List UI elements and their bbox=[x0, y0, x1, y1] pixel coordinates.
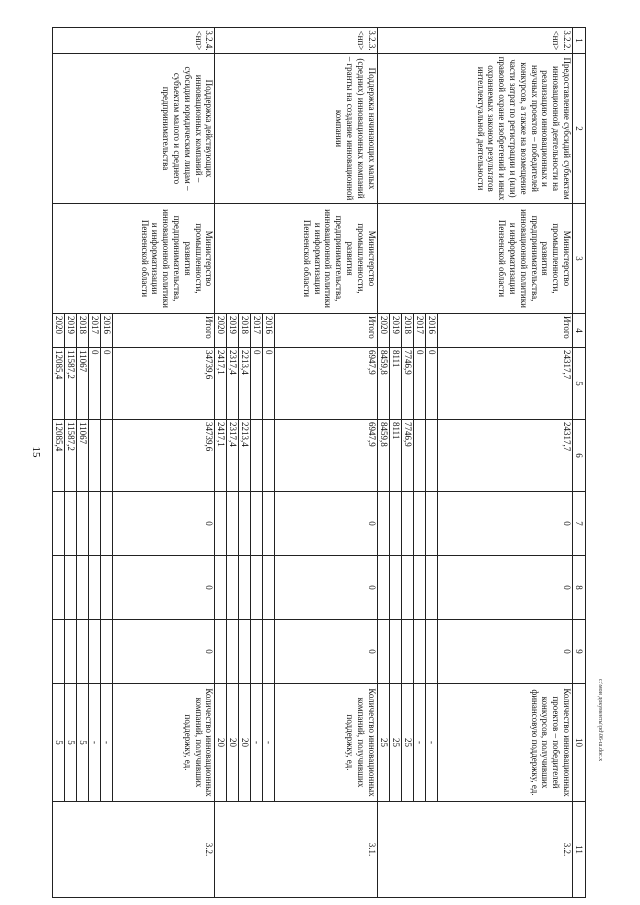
total-funding-all: 24317,7 bbox=[437, 348, 572, 420]
year-funding-all: 0 bbox=[89, 348, 101, 420]
year-funding-all: 0 bbox=[251, 348, 263, 420]
year-funding-col7 bbox=[89, 492, 101, 556]
total-funding-col9: 0 bbox=[113, 620, 215, 684]
year-funding-col7 bbox=[251, 492, 263, 556]
year-label: 2019 bbox=[227, 314, 239, 348]
year-funding-col8 bbox=[401, 556, 413, 620]
year-label: 2020 bbox=[53, 314, 65, 348]
year-label: 2017 bbox=[251, 314, 263, 348]
measure-row bbox=[113, 28, 215, 898]
total-label: Итого bbox=[437, 314, 572, 348]
total-label: Итого bbox=[113, 314, 215, 348]
year-funding-col8 bbox=[377, 556, 389, 620]
header-cell: 3 bbox=[573, 204, 586, 314]
year-funding-col9 bbox=[53, 620, 65, 684]
year-funding-col8 bbox=[251, 556, 263, 620]
year-label: 2018 bbox=[77, 314, 89, 348]
year-funding-col8 bbox=[89, 556, 101, 620]
year-funding-col8 bbox=[425, 556, 437, 620]
measure-code: 3.2.4. <нп> bbox=[53, 28, 215, 54]
measure-code: 3.2.3. <нп> bbox=[215, 28, 377, 54]
total-funding-col9: 0 bbox=[275, 620, 377, 684]
total-funding-col8: 0 bbox=[275, 556, 377, 620]
year-label: 2018 bbox=[401, 314, 413, 348]
total-funding-col9: 0 bbox=[437, 620, 572, 684]
year-label: 2017 bbox=[413, 314, 425, 348]
year-label: 2018 bbox=[239, 314, 251, 348]
year-label: 2016 bbox=[425, 314, 437, 348]
total-funding-regional: 34739,6 bbox=[113, 420, 215, 492]
year-indicator-value: 5 bbox=[53, 684, 65, 802]
year-funding-col8 bbox=[215, 556, 227, 620]
year-indicator-value: 20 bbox=[239, 684, 251, 802]
year-indicator-value: 5 bbox=[77, 684, 89, 802]
year-funding-regional bbox=[425, 420, 437, 492]
year-funding-col7 bbox=[263, 492, 275, 556]
indicator-ref: 3.2. bbox=[53, 802, 215, 898]
year-funding-col7 bbox=[239, 492, 251, 556]
year-funding-all: 0 bbox=[263, 348, 275, 420]
year-funding-col7 bbox=[227, 492, 239, 556]
total-funding-all: 34739,6 bbox=[113, 348, 215, 420]
year-indicator-value: 25 bbox=[401, 684, 413, 802]
measure-executor: Министерство промышленности, развития предпринимательства, инновационной политики и информатизации Пензенской области bbox=[377, 204, 572, 314]
year-funding-col9 bbox=[401, 620, 413, 684]
year-label: 2016 bbox=[101, 314, 113, 348]
year-funding-all: 8111 bbox=[389, 348, 401, 420]
year-funding-col7 bbox=[65, 492, 77, 556]
year-funding-col9 bbox=[65, 620, 77, 684]
year-funding-col9 bbox=[425, 620, 437, 684]
year-label: 2020 bbox=[215, 314, 227, 348]
year-funding-regional bbox=[263, 420, 275, 492]
year-funding-col7 bbox=[77, 492, 89, 556]
header-cell: 5 bbox=[573, 348, 586, 420]
year-label: 2016 bbox=[263, 314, 275, 348]
year-funding-regional: 2417,1 bbox=[215, 420, 227, 492]
year-funding-col8 bbox=[65, 556, 77, 620]
year-funding-col7 bbox=[401, 492, 413, 556]
header-cell: 10 bbox=[573, 684, 586, 802]
measure-name: Предоставление субсидий субъектам инновационной деятельности на реализацию инновационных и научных проектов – победителей конкурсов, а также на возмещение части затрат по регистрации и (или) правовой охране изобретений и иных охраняемых законом результатов интеллектуальной деятельности bbox=[377, 54, 572, 204]
year-funding-col9 bbox=[377, 620, 389, 684]
year-funding-col9 bbox=[263, 620, 275, 684]
total-funding-col8: 0 bbox=[437, 556, 572, 620]
year-funding-col8 bbox=[53, 556, 65, 620]
year-funding-regional: 11067 bbox=[77, 420, 89, 492]
header-row bbox=[573, 28, 586, 898]
year-funding-col9 bbox=[389, 620, 401, 684]
year-funding-regional bbox=[251, 420, 263, 492]
year-funding-col8 bbox=[101, 556, 113, 620]
year-indicator-value: - bbox=[413, 684, 425, 802]
total-label: Итого bbox=[275, 314, 377, 348]
total-funding-col7: 0 bbox=[113, 492, 215, 556]
year-funding-col8 bbox=[263, 556, 275, 620]
year-indicator-value: 5 bbox=[65, 684, 77, 802]
year-funding-col9 bbox=[227, 620, 239, 684]
year-funding-all: 2213,4 bbox=[239, 348, 251, 420]
header-cell: 9 bbox=[573, 620, 586, 684]
year-funding-col9 bbox=[89, 620, 101, 684]
year-funding-col9 bbox=[251, 620, 263, 684]
total-funding-regional: 24317,7 bbox=[437, 420, 572, 492]
total-funding-col7: 0 bbox=[275, 492, 377, 556]
year-funding-col9 bbox=[413, 620, 425, 684]
year-label: 2019 bbox=[65, 314, 77, 348]
year-label: 2020 bbox=[377, 314, 389, 348]
year-funding-all: 0 bbox=[413, 348, 425, 420]
year-label: 2019 bbox=[389, 314, 401, 348]
year-funding-all: 7746,9 bbox=[401, 348, 413, 420]
program-measures-table bbox=[52, 27, 586, 898]
year-funding-regional: 12085,4 bbox=[53, 420, 65, 492]
year-funding-col7 bbox=[389, 492, 401, 556]
year-funding-col7 bbox=[425, 492, 437, 556]
year-funding-regional: 2317,4 bbox=[227, 420, 239, 492]
year-funding-regional: 11587,2 bbox=[65, 420, 77, 492]
indicator-name: Количество инновационных компаний, получивших поддержку, ед. bbox=[113, 684, 215, 802]
year-funding-all: 12085,4 bbox=[53, 348, 65, 420]
year-indicator-value: - bbox=[425, 684, 437, 802]
year-funding-regional: 8111 bbox=[389, 420, 401, 492]
year-funding-regional bbox=[89, 420, 101, 492]
indicator-name: Количество инновационных компаний, получивших поддержку, ед. bbox=[275, 684, 377, 802]
year-funding-col7 bbox=[377, 492, 389, 556]
year-funding-col7 bbox=[53, 492, 65, 556]
total-funding-regional: 6947,9 bbox=[275, 420, 377, 492]
measure-name: Поддержка действующих инновационных компаний – субсидии юридическим лицам – субъектам малого и среднего предпринимательства bbox=[53, 54, 215, 204]
year-indicator-value: 20 bbox=[215, 684, 227, 802]
year-indicator-value: - bbox=[251, 684, 263, 802]
indicator-ref: 3.2. bbox=[377, 802, 572, 898]
indicator-ref: 3.1. bbox=[215, 802, 377, 898]
measure-executor: Министерство промышленности, развития предпринимательства, инновационной политики и информатизации Пензенской области bbox=[53, 204, 215, 314]
year-funding-col9 bbox=[101, 620, 113, 684]
total-funding-col7: 0 bbox=[437, 492, 572, 556]
year-funding-col8 bbox=[227, 556, 239, 620]
header-cell: 11 bbox=[573, 802, 586, 898]
year-funding-col9 bbox=[239, 620, 251, 684]
year-label: 2017 bbox=[89, 314, 101, 348]
year-indicator-value: 25 bbox=[377, 684, 389, 802]
year-funding-col8 bbox=[389, 556, 401, 620]
footer-file-path: c:\мои документы\pd\06-ш.doc.x bbox=[597, 678, 603, 762]
year-indicator-value: - bbox=[101, 684, 113, 802]
year-funding-regional: 2213,4 bbox=[239, 420, 251, 492]
header-cell: 6 bbox=[573, 420, 586, 492]
year-funding-all: 0 bbox=[425, 348, 437, 420]
year-funding-regional bbox=[413, 420, 425, 492]
measure-row bbox=[275, 28, 377, 898]
header-cell: 4 bbox=[573, 314, 586, 348]
header-cell: 1 bbox=[573, 28, 586, 54]
measure-name: Поддержка начинающих малых (средних) инновационных компаний – гранты на создание инновационной компании bbox=[215, 54, 377, 204]
year-funding-regional bbox=[101, 420, 113, 492]
header-cell: 2 bbox=[573, 54, 586, 204]
indicator-name: Количество инновационных проектов – победителей конкурсов, получивших финансовую поддержку, ед. bbox=[437, 684, 572, 802]
year-funding-col9 bbox=[215, 620, 227, 684]
measure-row bbox=[437, 28, 572, 898]
year-funding-all: 8459,8 bbox=[377, 348, 389, 420]
total-funding-col8: 0 bbox=[113, 556, 215, 620]
year-funding-col8 bbox=[77, 556, 89, 620]
year-funding-col7 bbox=[413, 492, 425, 556]
header-cell: 8 bbox=[573, 556, 586, 620]
year-funding-col9 bbox=[77, 620, 89, 684]
year-indicator-value: 20 bbox=[227, 684, 239, 802]
year-indicator-value: - bbox=[89, 684, 101, 802]
total-funding-all: 6947,9 bbox=[275, 348, 377, 420]
year-funding-all: 11067 bbox=[77, 348, 89, 420]
year-funding-all: 2317,4 bbox=[227, 348, 239, 420]
year-funding-col7 bbox=[215, 492, 227, 556]
year-funding-col8 bbox=[413, 556, 425, 620]
header-cell: 7 bbox=[573, 492, 586, 556]
measure-executor: Министерство промышленности, развития предпринимательства, инновационной политики и информатизации Пензенской области bbox=[215, 204, 377, 314]
year-funding-regional: 7746,9 bbox=[401, 420, 413, 492]
program-table-rotated bbox=[52, 27, 586, 897]
page-number: 15 bbox=[30, 446, 42, 458]
year-funding-all: 2417,1 bbox=[215, 348, 227, 420]
year-funding-all: 0 bbox=[101, 348, 113, 420]
year-funding-col8 bbox=[239, 556, 251, 620]
table-body bbox=[53, 28, 573, 898]
year-funding-regional: 8459,8 bbox=[377, 420, 389, 492]
year-indicator-value: - bbox=[263, 684, 275, 802]
year-funding-col7 bbox=[101, 492, 113, 556]
measure-code: 3.2.2. <нп> bbox=[377, 28, 572, 54]
year-indicator-value: 25 bbox=[389, 684, 401, 802]
year-funding-all: 11587,2 bbox=[65, 348, 77, 420]
